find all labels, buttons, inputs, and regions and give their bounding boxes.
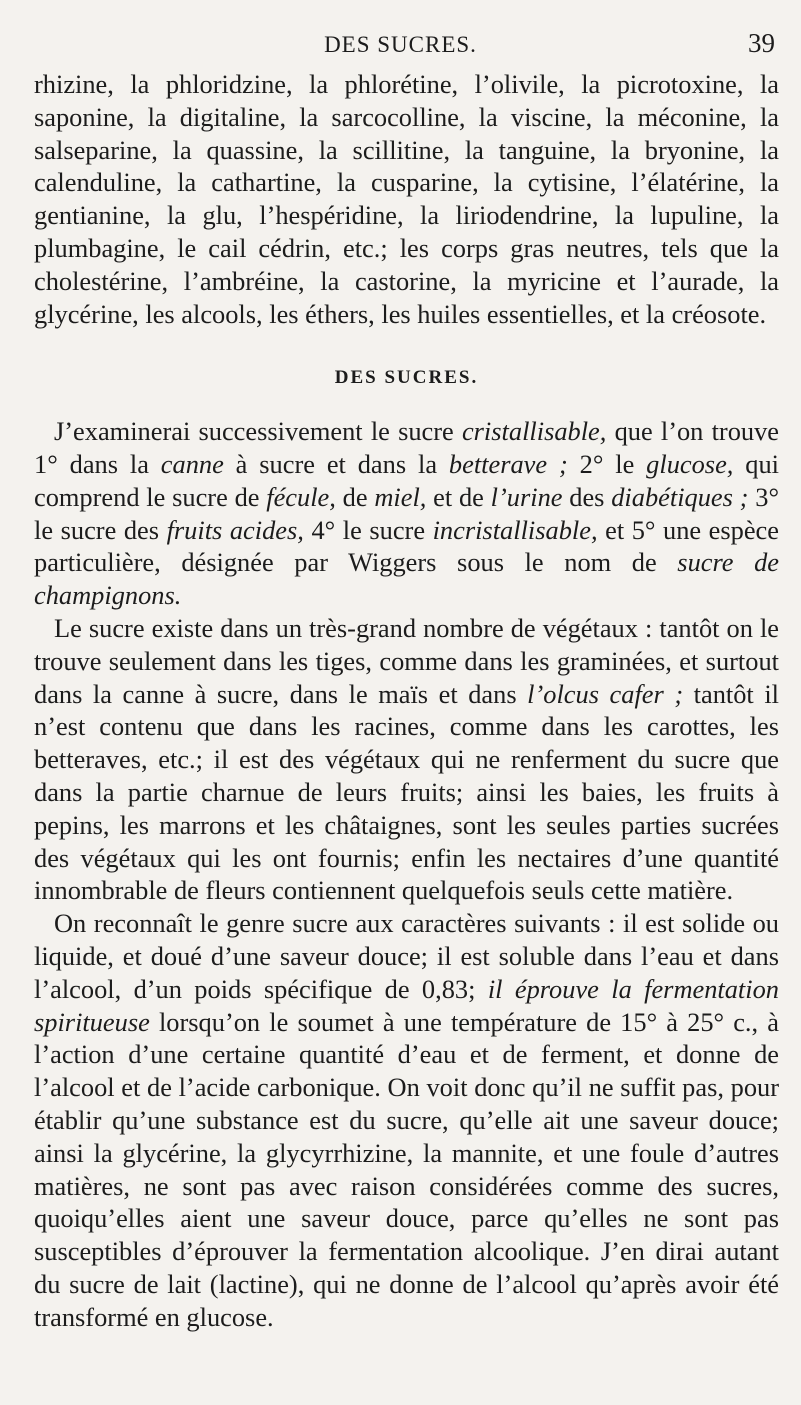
text-run: 3° le sucre des — [34, 481, 779, 545]
italic-run: fruits acides, — [166, 514, 304, 545]
italic-run: cristallisable, — [461, 416, 607, 447]
section-title: DES SUCRES. — [334, 367, 479, 389]
text-run: et 5° une espèce particulière, désignée par Wiggers sous le nom de — [34, 514, 779, 578]
text-run: qui comprend le sucre de — [34, 448, 779, 512]
italic-run: sucre de champignons. — [34, 547, 779, 611]
text-run: rhizine, la phloridzine, la phlorétine, l’olivile, la picrotoxine, la saponine, la digitaline, la sarcocolline, la viscine, la méconine, la salseparine, la quassine, la scillitine, la tanguine, la bryonine, la calenduline, la cathartine, la cusparine, la cytisine, l’élatérine, la gentianine, la glu, l’hespéridine, la liriodendrine, la lupuline, la plumbagine, le cail cédrin, etc.; les corps gras neutres, tels que la cholestérine, l’ambréine, la castorine, la myricine et l’aurade, la glycérine, les alcools, les éthers, les huiles essentielles, et la créosote. — [34, 69, 779, 329]
paragraph-continued — [34, 68, 779, 330]
text-run: 4° le sucre — [303, 514, 433, 545]
text-run: de — [335, 481, 375, 512]
italic-run: glucose, — [646, 448, 734, 479]
text-run: On reconnaît le genre sucre aux caractères suivants : il est solide ou liquide, et doué d’une saveur douce; il est soluble dans l’eau et dans l’alcool, d’un poids spécifique de 0,83; — [34, 908, 779, 1004]
paragraph-sugar-sources — [34, 612, 779, 907]
body-text — [34, 68, 779, 1333]
text-run: lorsqu’on le soumet à une température de 15° à 25° c., à l’action d’une certaine quantité d’eau et de ferment, et donne de l’alcool et de l’acide carbonique. On voit donc qu’il ne suffit pas, pour établir qu’une substance est du sucre, qu’elle ait une saveur douce; ainsi la glycérine, la glycyrrhizine, la mannite, et une foule d’autres matières, ne sont pas avec raison considérées comme des sucres, quoiqu’elles aient une saveur douce, parce qu’elles ne sont pas susceptibles d’éprouver la fermentation alcoolique. J’en dirai autant du sucre de lait (lactine), qui ne donne de l’alcool qu’après avoir été transformé en glucose. — [34, 1006, 779, 1332]
italic-run: incristallisable, — [432, 514, 598, 545]
running-head: DES SUCRES. — [324, 32, 477, 57]
text-run: à sucre et dans la — [223, 448, 449, 479]
page-number: 39 — [748, 28, 775, 58]
text-run: des — [562, 481, 612, 512]
italic-run: il éprouve la fermentation spiritueuse — [34, 973, 779, 1037]
paragraph-intro-sugars — [34, 415, 779, 612]
text-run: J’examinerai successivement le sucre — [54, 416, 462, 447]
italic-run: diabétiques ; — [611, 481, 749, 512]
text-run: et de — [426, 481, 491, 512]
text-run: tantôt il n’est contenu que dans les racines, comme dans les carottes, les betteraves, etc.; il est des végétaux qui ne renferment du sucre que dans la partie charnue de leurs fruits; ainsi les baies, les fruits à pepins, les marrons et les châtaignes, sont les seules parties sucrées des végétaux qui les ont fournis; enfin les nectaires d’une quantité innombrable de fleurs contiennent quelquefois seuls cette matière. — [34, 678, 779, 906]
text-run: que l’on trouve 1° dans la — [34, 416, 779, 479]
italic-run: betterave ; — [448, 448, 568, 479]
italic-run: fécule, — [266, 481, 336, 512]
page-header — [0, 22, 801, 62]
paragraph-sugar-characters — [34, 907, 779, 1333]
italic-run: l’olcus cafer ; — [527, 678, 684, 709]
italic-run: canne — [160, 448, 224, 479]
text-run: Le sucre existe dans un très-grand nombre de végétaux : tantôt on le trouve seulement dans les tiges, comme dans les graminées, et surtout dans la canne à sucre, dans le maïs et dans — [34, 612, 779, 709]
italic-run: miel, — [374, 481, 427, 512]
text-run: 2° le — [567, 448, 647, 479]
italic-run: l’urine — [490, 481, 563, 512]
